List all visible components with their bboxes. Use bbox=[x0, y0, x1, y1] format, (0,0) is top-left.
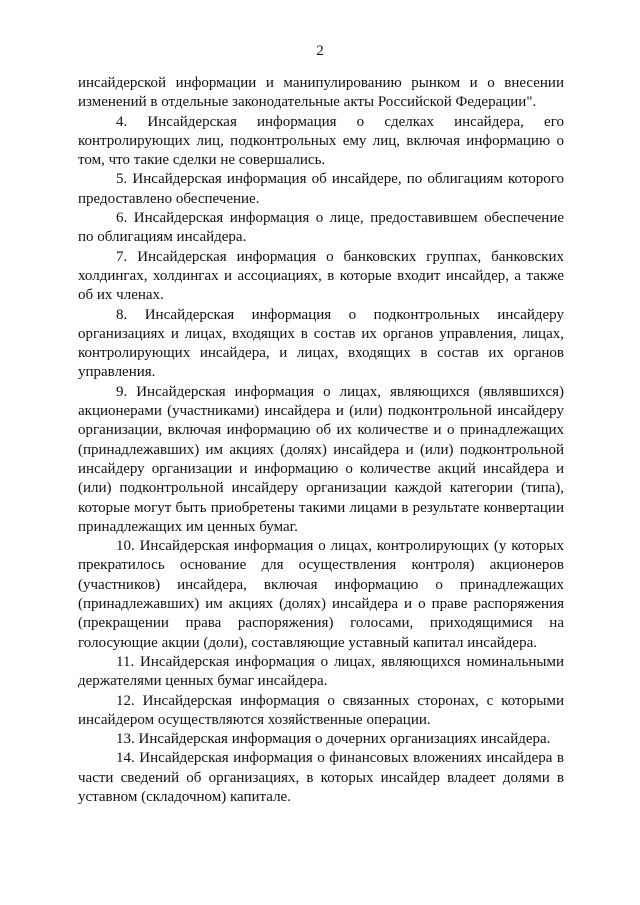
paragraph-item-14: 14. Инсайдерская информация о финансовых вложениях инсайдера в части сведений об организациях, в которых инсайдер владеет долями в уставном (складочном) капитале. bbox=[78, 750, 564, 805]
paragraph-item-11: 11. Инсайдерская информация о лицах, являющихся номинальными держателями ценных бумаг инсайдера. bbox=[78, 653, 564, 690]
page-number: 2 bbox=[316, 43, 324, 59]
paragraph-item-4: 4. Инсайдерская информация о сделках инсайдера, его контролирующих лиц, подконтрольных ему лиц, включая информацию о том, что такие сделки не совершались. bbox=[78, 113, 564, 169]
paragraph-item-5: 5. Инсайдерская информация об инсайдере, по облигациям которого предоставлено обеспечение. bbox=[78, 171, 564, 207]
paragraph-item-7: 7. Инсайдерская информация о банковских группах, банковских холдингах, холдингах и ассоциациях, в которые входит инсайдер, а также об их членах. bbox=[78, 248, 564, 304]
paragraph-item-6: 6. Инсайдерская информация о лице, предоставившем обеспечение по облигациям инсайдера. bbox=[78, 210, 564, 246]
paragraph-item-9: 9. Инсайдерская информация о лицах, являющихся (являвшихся) акционерами (участниками) инсайдера и (или) подконтрольной инсайдеру организации, включая информацию об их количестве и о принадлежащих (принадлежавших) им акциях (долях) инсайдера и (или) подконтрольной инсайдеру организации и информацию о количестве акций инсайдера и (или) подконтрольной инсайдеру организации каждой категории (типа), которые могут быть приобретены такими лицами в результате конвертации принадлежащих им ценных бумаг. bbox=[78, 383, 564, 535]
paragraph-item-8: 8. Инсайдерская информация о подконтрольных инсайдеру организациях и лицах, входящих в состав их органов управления, лицах, контролирующих инсайдера, и лицах, входящих в состав их органов управления. bbox=[78, 306, 564, 381]
paragraph-continuation: инсайдерской информации и манипулированию рынком и о внесении изменений в отдельные законодательные акты Российской Федерации". bbox=[78, 75, 564, 111]
document-body bbox=[78, 74, 564, 807]
paragraph-item-13: 13. Инсайдерская информация о дочерних организациях инсайдера. bbox=[116, 731, 551, 748]
paragraph-item-12: 12. Инсайдерская информация о связанных сторонах, с которыми инсайдером осуществляются хозяйственные операции. bbox=[78, 692, 564, 728]
paragraph-item-10: 10. Инсайдерская информация о лицах, контролирующих (у которых прекратилось основание для осуществления контроля) акционеров (участников) инсайдера, включая информацию о принадлежащих (принадлежавших) им акциях (долях) инсайдера и о праве распоряжения (прекращении права распоряжения) голосами, приходящимися на голосующие акции (доли), составляющие уставный капитал инсайдера. bbox=[78, 538, 564, 651]
